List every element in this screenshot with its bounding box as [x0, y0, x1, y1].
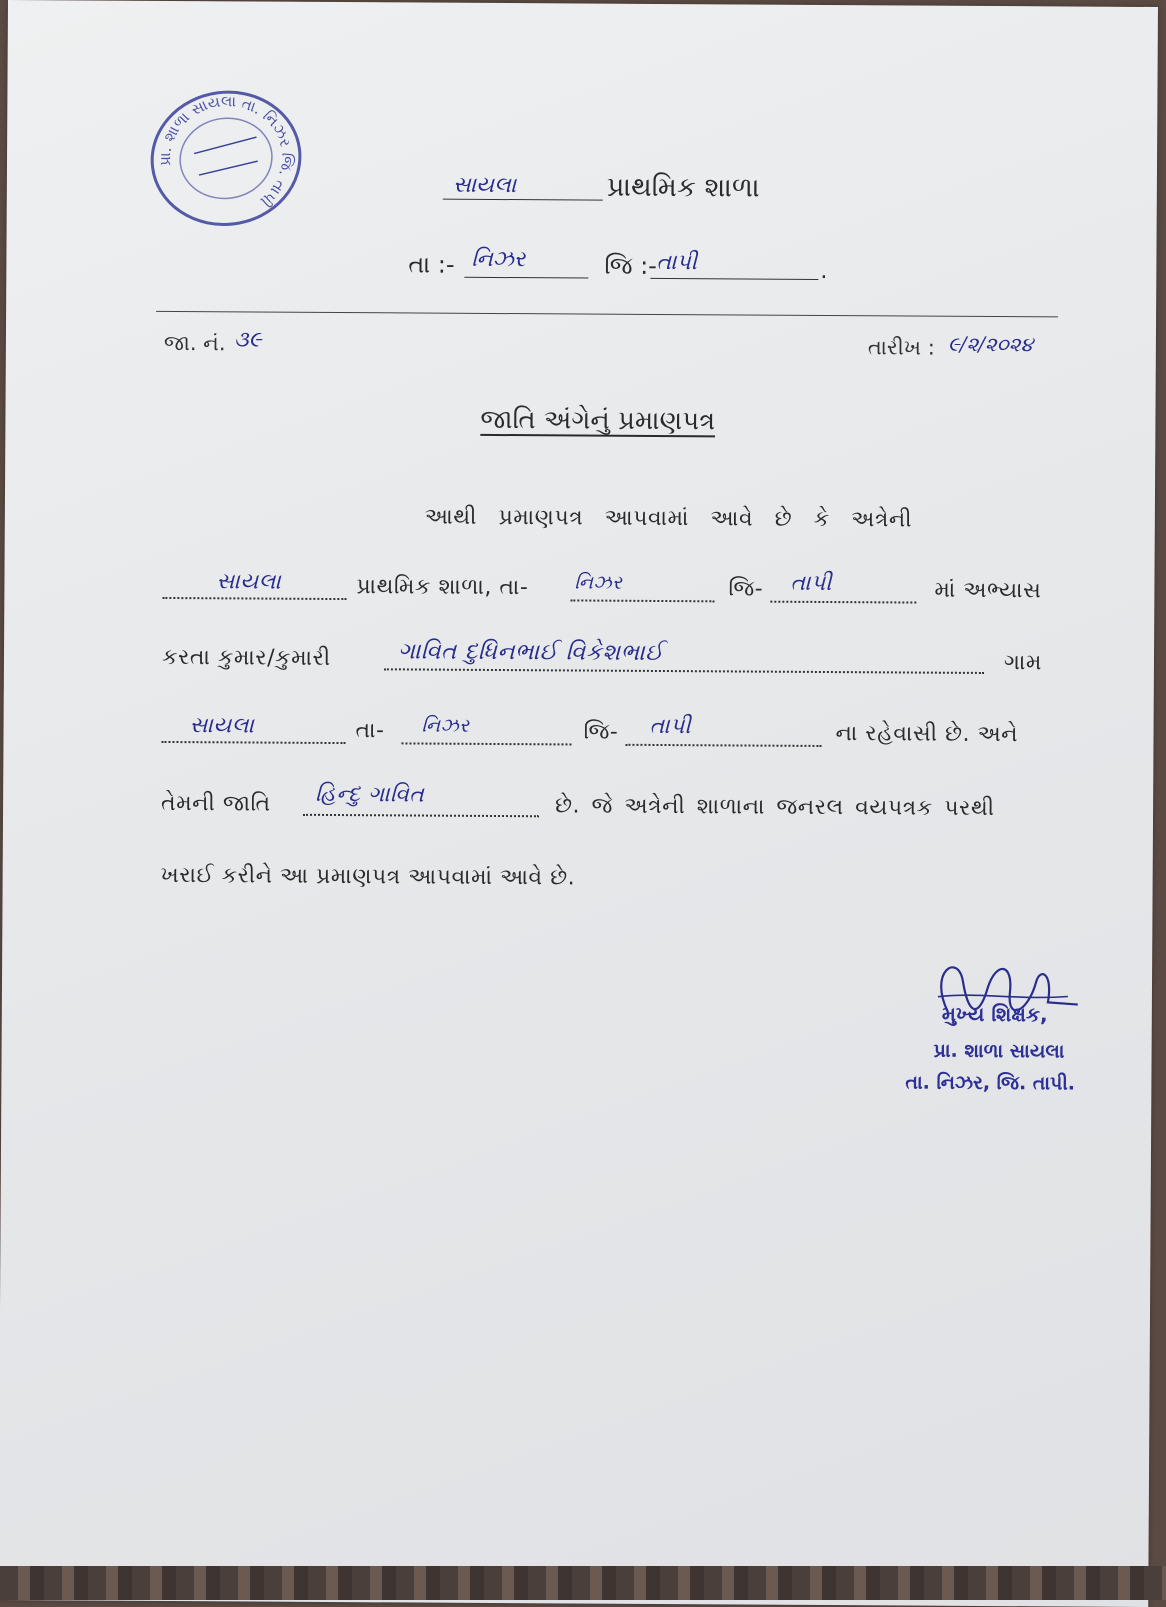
caste-dots	[303, 814, 539, 817]
body-line-1: આથી પ્રમાણપત્ર આપવામાં આવે છે કે અત્રેની	[424, 504, 913, 533]
stamp-ring-text: પ્રા. શાળા સાયલા તા. નિઝર જિ. તાપી	[156, 92, 297, 211]
certificate-title: જાતિ અંગેનું પ્રમાણપત્ર	[480, 404, 716, 437]
date-label: તારીખ :	[867, 335, 935, 360]
taluka-fill: નિઝર	[471, 246, 526, 273]
district-inline: તાપી	[790, 570, 833, 597]
body-line-2-mid: પ્રાથમિક શાળા, તા-	[356, 574, 529, 601]
taluka-dots-line-4	[401, 742, 571, 745]
student-name-dots	[384, 668, 984, 674]
body-line-2-end: માં અભ્યાસ	[934, 577, 1042, 604]
caste-value: હિન્દુ ગાવિત	[315, 781, 425, 808]
district-label: જિ :-	[604, 251, 657, 280]
body-line-4-end: ના રહેવાસી છે. અને	[835, 721, 1019, 748]
body-line-3-start: કરતા કુમાર/કુમારી	[161, 644, 331, 671]
taluka-label: તા :-	[408, 250, 455, 279]
body-line-5-end: છે. જે અત્રેની શાળાના જનરલ વયપત્રક પરથી	[555, 793, 995, 822]
signatory-location: તા. નિઝર, જિ. તાપી.	[905, 1071, 1076, 1095]
body-line-6: ખરાઈ કરીને આ પ્રમાણપત્ર આપવામાં આવે છે.	[160, 862, 576, 891]
village-inline: સાયલા	[189, 713, 255, 739]
school-name-blank	[443, 199, 603, 201]
taluka-inline-line-4: નિઝર	[421, 714, 470, 737]
signatory-school: પ્રા. શાળા સાયલા	[933, 1039, 1065, 1063]
body-line-3-end: ગામ	[1003, 650, 1043, 676]
district-dots-line-4	[625, 744, 821, 747]
body-line-5-start: તેમની જાતિ	[161, 790, 271, 817]
date-value: ૯/૨/૨૦૨૪	[947, 331, 1033, 357]
taluka-label-line-4: તા-	[355, 718, 385, 744]
school-name-inline: સાયલા	[216, 569, 282, 595]
district-fill: તાપી	[656, 249, 698, 276]
header-period: .	[820, 258, 828, 285]
school-type-label: પ્રાથમિક શાળા	[606, 171, 760, 204]
student-name: ગાવિત દુધિનભાઈ વિકેશભાઈ	[397, 638, 664, 667]
taluka-dots	[570, 599, 714, 602]
school-dots	[162, 597, 346, 600]
district-dots	[770, 601, 916, 604]
district-blank	[650, 278, 818, 280]
school-stamp	[139, 79, 314, 237]
background-fabric	[0, 1566, 1166, 1600]
taluka-blank	[464, 277, 588, 279]
school-name-fill: સાયલા	[452, 172, 517, 199]
village-dots	[161, 741, 345, 744]
header-divider	[156, 311, 1058, 318]
district-inline-line-4: તાપી	[649, 713, 692, 740]
district-label-inline: જિ-	[728, 576, 764, 602]
signatory-designation: મુખ્ય શિક્ષક,	[941, 1001, 1048, 1027]
outward-number-label: જા. નં.	[163, 330, 226, 356]
taluka-inline: નિઝર	[574, 571, 623, 594]
outward-number: ૩૯	[233, 327, 262, 353]
district-label-line-4: જિ-	[583, 719, 619, 745]
